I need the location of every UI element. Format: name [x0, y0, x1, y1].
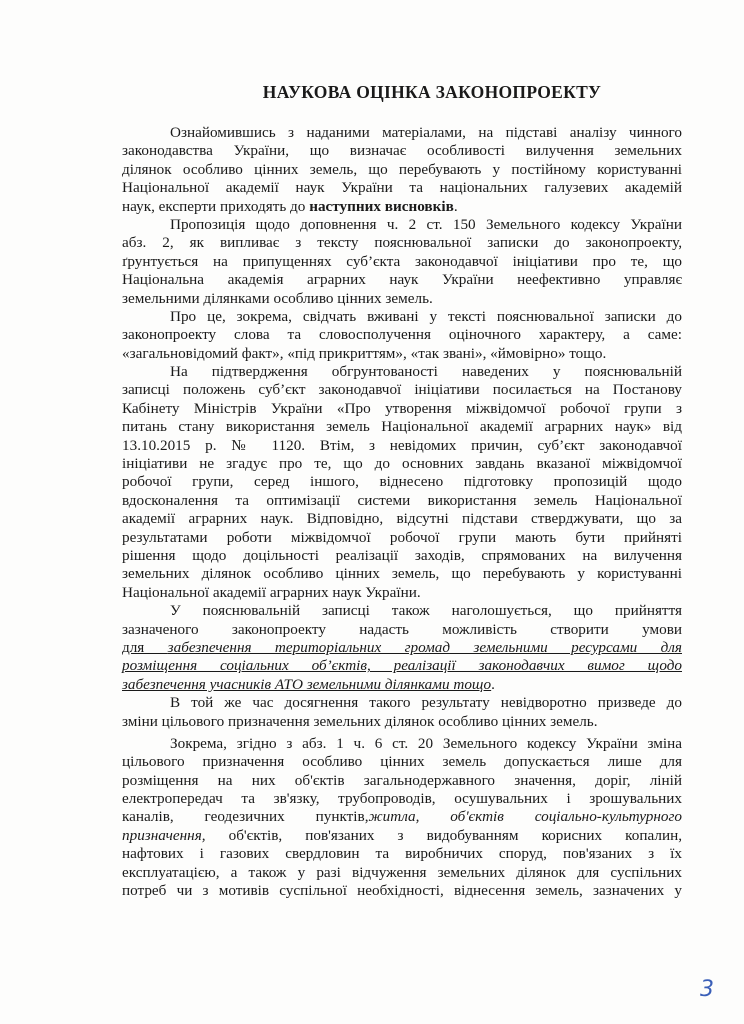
text-line: В той же час досягнення такого результату невідворотно призведе до — [170, 694, 682, 712]
paragraph-6 — [122, 694, 682, 731]
text-line: вдосконалення та оптимізації системи використання земель Національної — [122, 491, 682, 509]
page-number: 3 — [700, 977, 714, 1002]
document-title: НАУКОВА ОЦІНКА ЗАКОНОПРОЕКТУ — [262, 82, 602, 102]
text-line: законодавства України, що визначає особливості вилучення земельних — [122, 142, 682, 160]
text-line: ґрунтується на припущеннях суб’єкта законодавчої ініціативи про те, що — [122, 252, 682, 270]
text-line: академії аграрних наук. Відповідно, відсутні підстави стверджувати, що за — [122, 510, 682, 528]
text-line: цільового призначення особливо цінних земель допускається лише для — [122, 753, 682, 771]
text-fragment: наук, експерти приходять до — [122, 197, 310, 215]
text-line: зміни цільового призначення земельних ділянок особливо цінних земель. — [122, 712, 598, 730]
paragraph-7 — [122, 735, 682, 901]
text-line: абз. 2, як випливає з тексту пояснювальної записки до законопроекту, — [122, 234, 682, 252]
text-line: «загальновідомий факт», «під прикриттям», «так звані», «ймовірно» тощо. — [122, 344, 607, 362]
text-fragment: . — [453, 197, 458, 215]
text-line: земельними ділянками особливо цінних земель. — [122, 289, 433, 307]
text-line: робочої групи, серед іншого, віднесено підготовку пропозицій щодо — [122, 473, 682, 491]
text-line: експлуатацією, а також у разі відчуження земельних ділянок для суспільних — [122, 863, 682, 881]
text-line: розміщення на них об'єктів загальнодержавного значення, доріг, ліній — [122, 771, 682, 789]
text-line: Кабінету Міністрів України «Про утворення міжвідомчої робочої групи з — [122, 399, 682, 417]
paragraph-5 — [122, 602, 682, 694]
text-line: результатами роботи міжвідомчої робочої групи мають бути прийняті — [122, 528, 682, 546]
underlined-line: розміщення соціальних об’єктів, реалізації законодавчих вимог щодо — [122, 657, 682, 675]
text-line: Національної академії аграрних наук України. — [122, 583, 421, 601]
text-line: Пропозиція щодо доповнення ч. 2 ст. 150 Земельного кодексу України — [170, 215, 682, 233]
text-line: ділянок особливо цінних земель, що перебувають у постійному користуванні — [122, 160, 682, 178]
text-line: На підтвердження обгрунтованості наведених у пояснювальній — [170, 363, 682, 381]
paragraph-1 — [122, 124, 682, 216]
paragraph-2 — [122, 216, 682, 308]
document-body — [122, 124, 682, 900]
text-line: Національної академії наук України та національних галузевих академій — [122, 179, 682, 197]
italic-fragment: житла, об'єктів соціально-культурного — [368, 808, 682, 826]
text-line: Ознайомившись з наданими матеріалами, на підставі аналізу чинного — [170, 124, 682, 141]
italic-quote: забезпечення учасників АТО земельними ділянками тощо — [122, 675, 492, 693]
paragraph-3 — [122, 308, 682, 363]
paragraph-4 — [122, 363, 682, 602]
text-line: нафтових і газових свердловин та виробничих споруд, пов'язаних з їх — [122, 845, 682, 863]
mixed-line — [122, 827, 682, 845]
text-fragment: для — [122, 638, 168, 656]
text-line: питань стану використання земель Національної академії аграрних наук» від — [122, 418, 682, 436]
mixed-line — [122, 808, 682, 826]
text-fragment: об'єктів, пов'язаних з видобуванням корисних копалин, — [205, 826, 682, 844]
text-line: потреб чи з мотивів суспільної необхідності, віднесення земель, зазначених у — [122, 882, 682, 900]
text-line: 13.10.2015 р. № 1120. Втім, з невідомих причин, суб’єкт законодавчої — [122, 436, 682, 454]
text-line: законопроекту слова та словосполучення оціночного характеру, а саме: — [122, 326, 682, 344]
text-line — [122, 198, 682, 216]
text-line: ініціативи не згадує про те, що до основних завдань вказаної міжвідомчої — [122, 455, 682, 473]
text-line: Національна академія аграрних наук України неефективно управляє — [122, 271, 682, 289]
underlined-line — [122, 639, 682, 657]
underlined-line — [122, 676, 682, 694]
text-line: У пояснювальній записці також наголошується, що прийняття — [170, 602, 682, 620]
italic-quote: забезпечення територіальних громад земельними ресурсами для — [167, 638, 682, 656]
text-line: зазначеного законопроекту надасть можливість створити умови — [122, 620, 682, 638]
italic-fragment: призначення, — [122, 826, 206, 844]
text-line: електропередач та зв'язку, трубопроводів, осушувальних і зрошувальних — [122, 790, 682, 808]
text-line: Про це, зокрема, свідчать вживані у тексті пояснювальної записки до — [170, 307, 682, 325]
bold-conclusions: наступних висновків — [309, 197, 454, 215]
text-line: земельних ділянок особливо цінних земель, що перебувають у користуванні — [122, 565, 682, 583]
text-line: записці положень суб’єкт законодавчої ініціативи посилається на Постанову — [122, 381, 682, 399]
text-line: Зокрема, згідно з абз. 1 ч. 6 ст. 20 Земельного кодексу України зміна — [170, 734, 682, 752]
text-fragment: каналів, геодезичних пунктів, — [122, 808, 369, 826]
text-line: рішення щодо доцільності реалізації заходів, спрямованих на вилучення — [122, 546, 682, 564]
text-fragment: . — [491, 675, 495, 693]
